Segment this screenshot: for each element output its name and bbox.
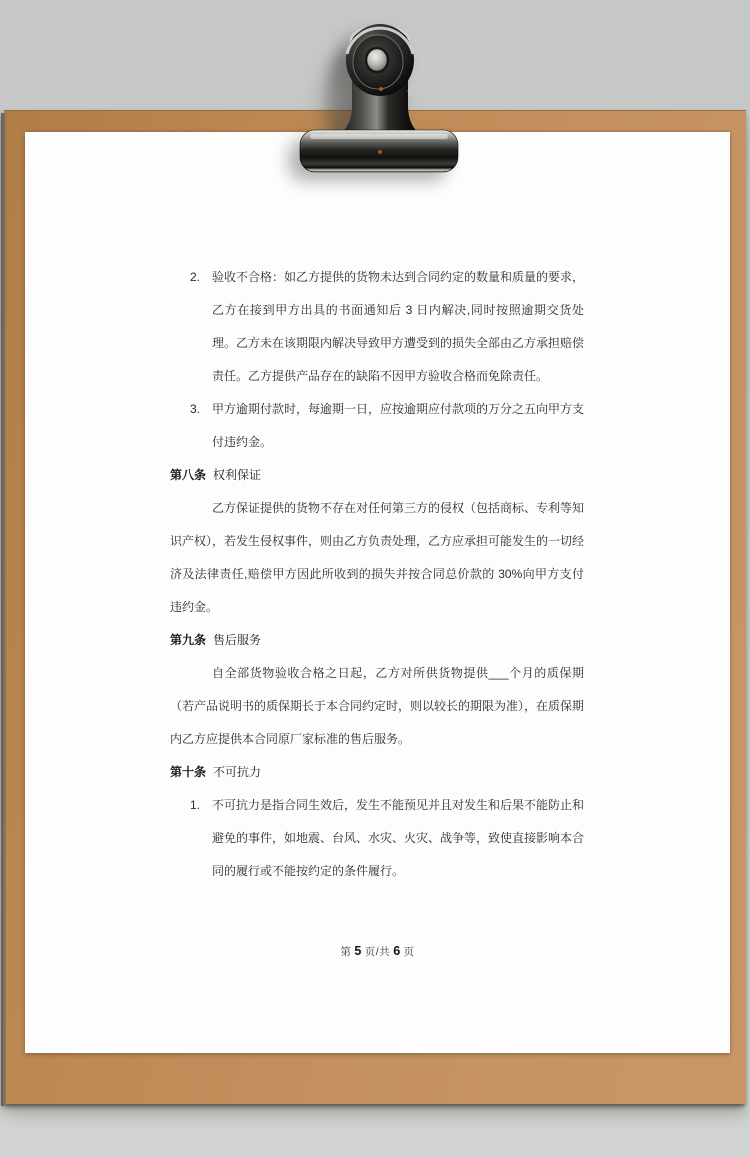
article-9-heading <box>170 624 584 657</box>
page-footer <box>25 944 730 959</box>
article-8-heading <box>170 459 584 492</box>
clip-glint <box>378 150 382 154</box>
article-10-heading <box>170 756 584 789</box>
article-number: 第十条 <box>170 765 207 779</box>
clause-item-3 <box>170 393 584 459</box>
list-item-number: 2. <box>190 270 201 284</box>
article-title: 售后服务 <box>213 633 262 647</box>
total-page-number: 6 <box>393 944 401 958</box>
article-9-paragraph: 自全部货物验收合格之日起，乙方对所供货物提供___个月的质保期（若产品说明书的质保期长于本合同约定时，则以较长的期限为准），在质保期内乙方应提供本合同原厂家标准的售后服务。 <box>170 666 585 746</box>
footer-prefix: 第 <box>340 946 352 958</box>
list-item-number: 3. <box>190 402 201 416</box>
contract-page <box>25 132 730 1053</box>
clause-item-1 <box>170 789 584 888</box>
footer-separator: 页/共 <box>364 946 391 958</box>
list-item-text: 验收不合格：如乙方提供的货物未达到合同约定的数量和质量的要求，乙方在接到甲方出具的书面通知后 3 日内解决,同时按照逾期交货处理。乙方未在该期限内解决导致甲方遭受到的损失全部由乙方承担赔偿责任。乙方提供产品存在的缺陷不因甲方验收合格而免除责任。 <box>212 270 585 383</box>
clip-bar-highlight <box>310 134 448 139</box>
current-page-number: 5 <box>354 944 362 958</box>
article-title: 不可抗力 <box>213 765 262 779</box>
document-content <box>170 261 584 888</box>
footer-suffix: 页 <box>403 946 415 958</box>
list-item-text: 不可抗力是指合同生效后，发生不能预见并且对发生和后果不能防止和避免的事件，如地震、台风、水灾、火灾、战争等，致使直接影响本合同的履行或不能按约定的条件履行。 <box>212 798 585 878</box>
clip-glint <box>379 87 383 91</box>
article-number: 第八条 <box>170 468 207 482</box>
list-item-number: 1. <box>190 798 201 812</box>
clip-hole <box>366 48 388 72</box>
binder-clip-icon <box>268 14 498 194</box>
clause-item-2 <box>170 261 584 393</box>
list-item-text: 甲方逾期付款时，每逾期一日，应按逾期应付款项的万分之五向甲方支付违约金。 <box>212 402 585 449</box>
article-title: 权利保证 <box>213 468 262 482</box>
article-8-paragraph: 乙方保证提供的货物不存在对任何第三方的侵权（包括商标、专利等知识产权），若发生侵权事件，则由乙方负责处理，乙方应承担可能发生的一切经济及法律责任,赔偿甲方因此所收到的损失并按合同总价款的 30%向甲方支付违约金。 <box>170 501 585 614</box>
article-number: 第九条 <box>170 633 207 647</box>
clip-spring-loop-icon <box>409 86 419 96</box>
